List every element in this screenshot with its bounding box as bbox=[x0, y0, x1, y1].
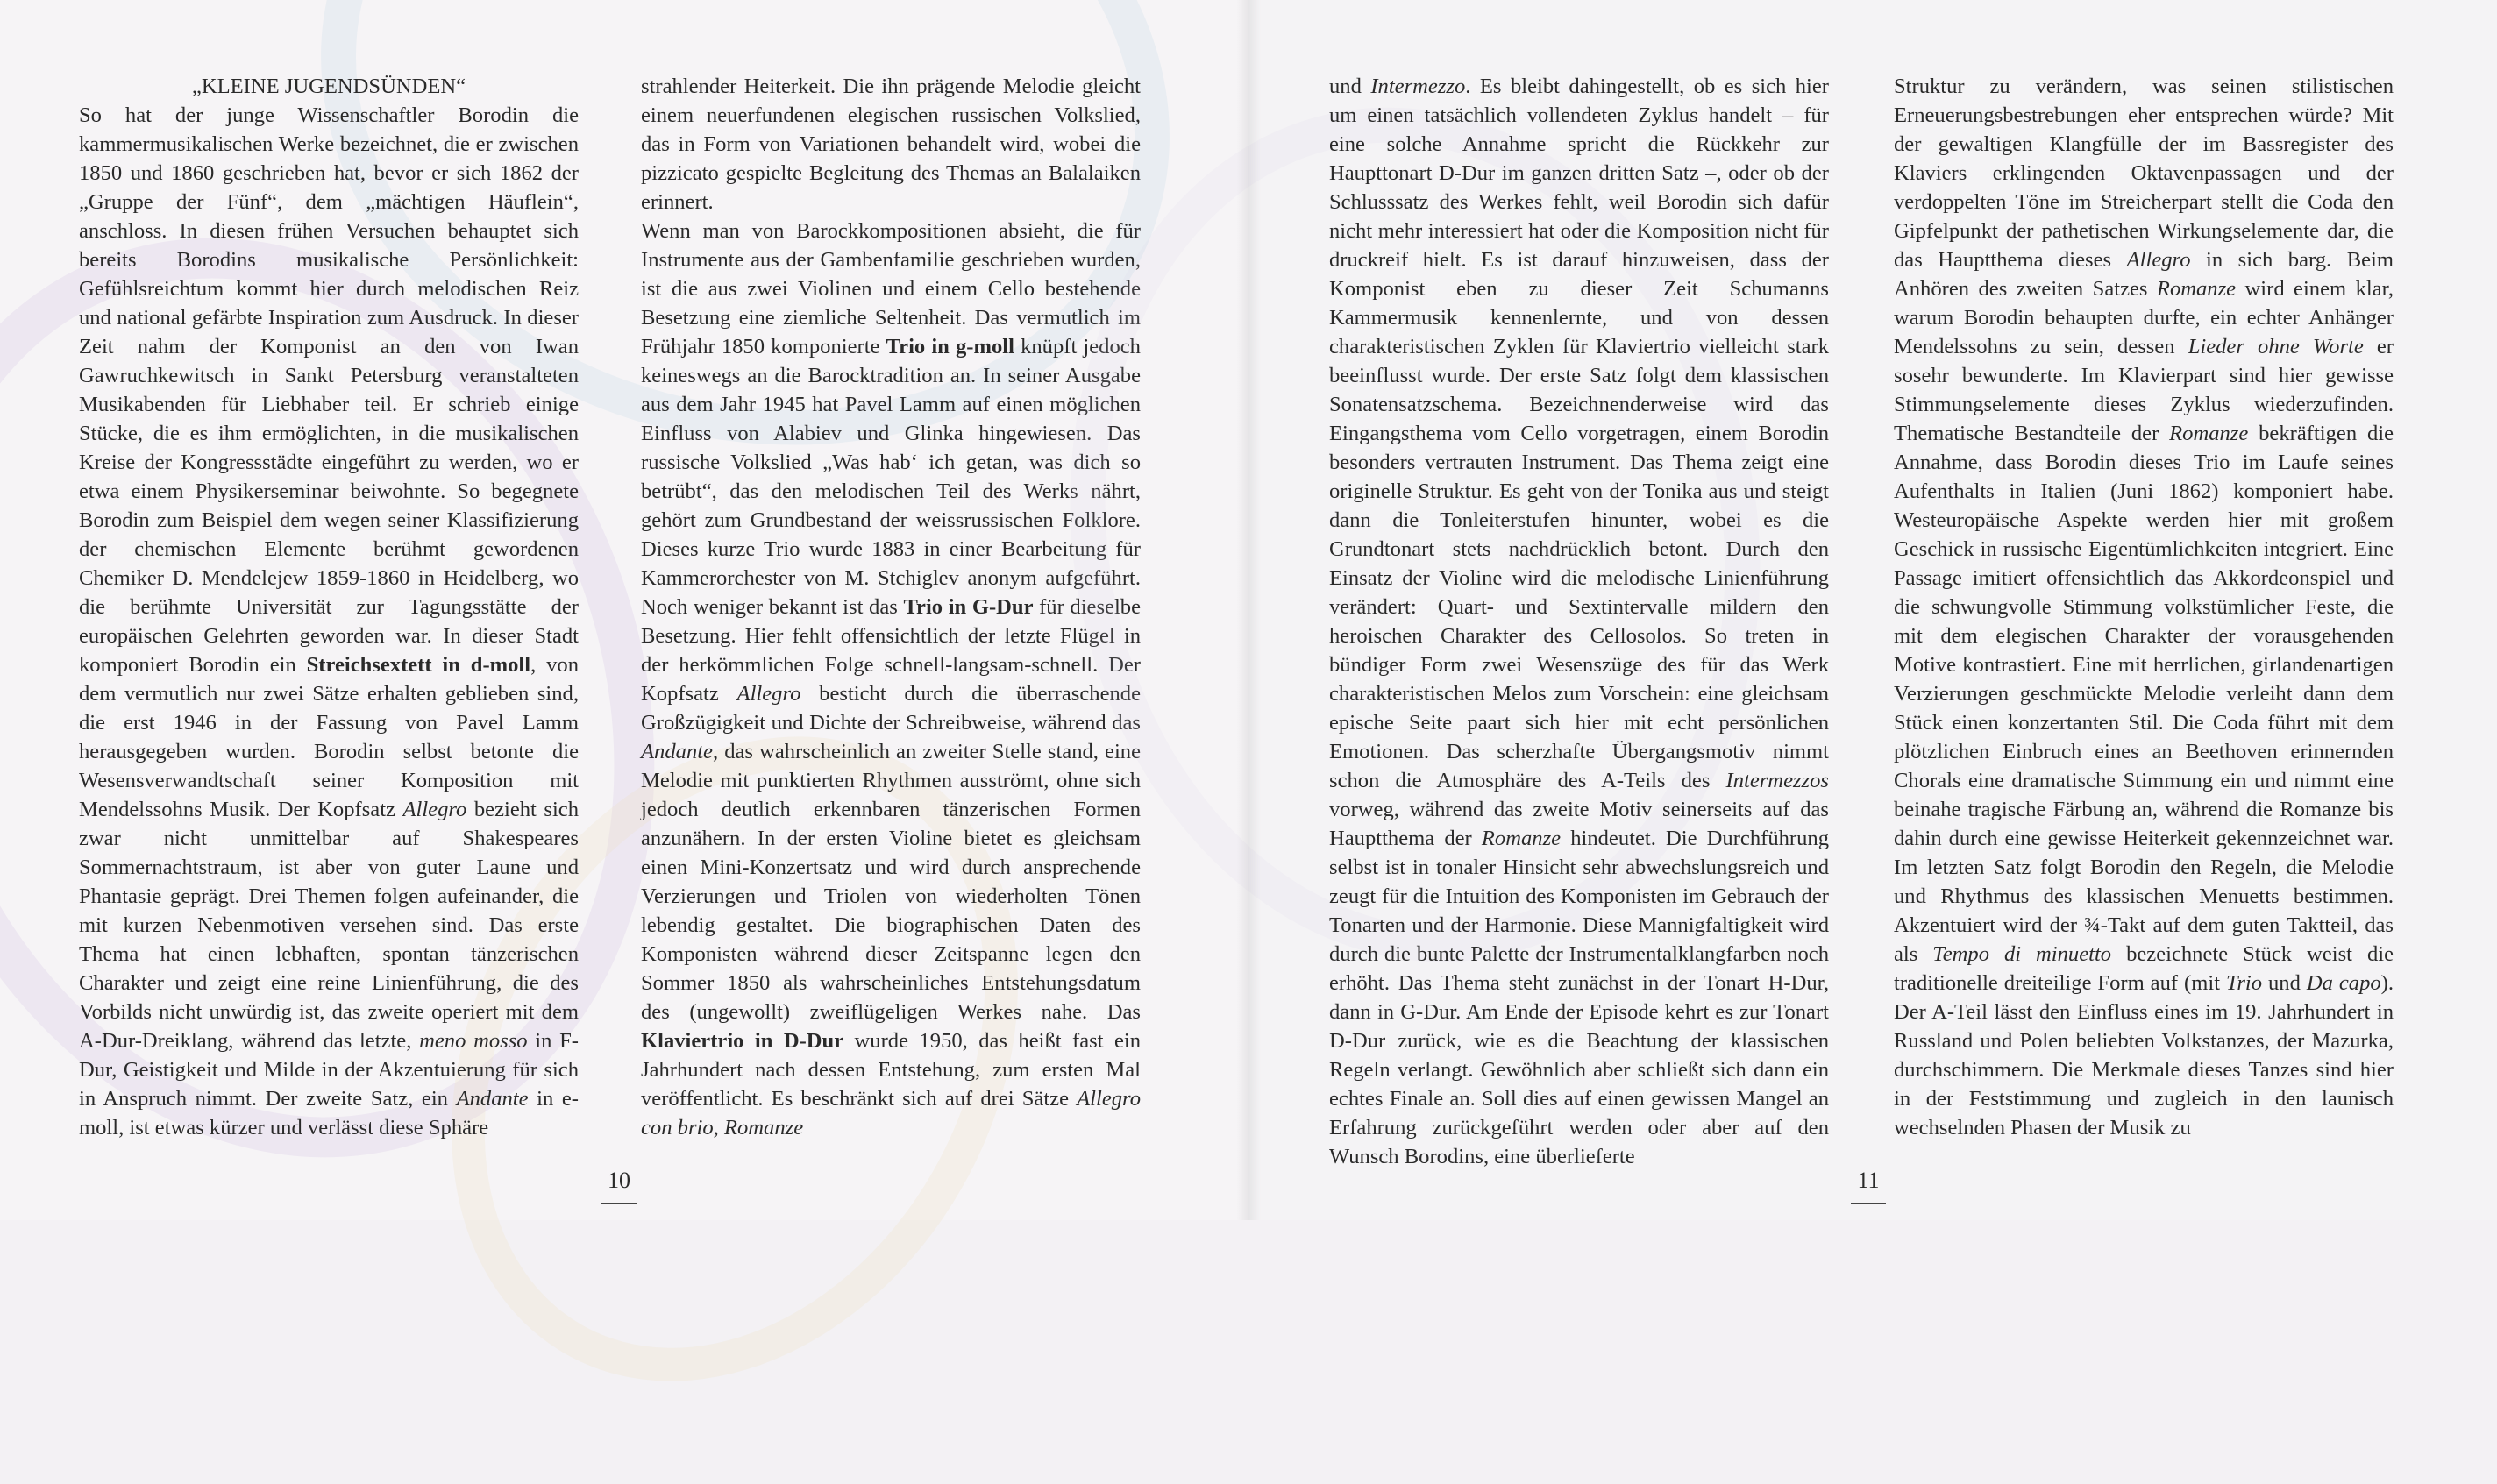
italic-text: Andante bbox=[456, 1087, 529, 1111]
bold-text: Trio in g-moll bbox=[886, 335, 1014, 359]
bold-text: Streichsextett in d-moll bbox=[306, 653, 531, 677]
page-number-right: 11 bbox=[1842, 1168, 1895, 1204]
italic-text: Intermezzo bbox=[1370, 75, 1466, 98]
italic-text: meno mosso bbox=[419, 1029, 528, 1053]
italic-text: Allegro con brio, Romanze bbox=[641, 1087, 1141, 1140]
italic-text: Trio bbox=[2226, 971, 2263, 995]
paragraph: Wenn man von Barockkompositionen absieht, die für Instrumente aus der Gambenfamilie geschrieben wurden, ist die aus zwei Violinen und einem Cello bestehende Besetzung eine ziemliche Seltenheit. Das vermutlich im Frühjahr 1850 komponierte Trio in g-moll knüpft jedoch keineswegs an die Barocktradition an. In seiner Ausgabe aus dem Jahr 1945 hat Pavel Lamm auf einen möglichen Einfluss von Alabiev und Glinka hingewiesen. Das russische Volkslied „Was hab‘ ich getan, was dich so betrübt“, das den melodischen Teil des Werks nährt, gehört zum Grundbestand der weissrussischen Folklore. Dieses kurze Trio wurde 1883 in einer Bearbeitung für Kammerorchester von M. Stchiglev anonym aufgeführt. Noch weniger bekannt ist das Trio in G-Dur für dieselbe Besetzung. Hier fehlt offensichtlich der letzte Flügel in der herkömmlichen Folge schnell-langsam-schnell. Der Kopfsatz Allegro besticht durch die überraschende Großzügigkeit und Dichte der Schreibweise, während das Andante, das wahrscheinlich an zweiter Stelle stand, eine Melodie mit punktierten Rhythmen ausströmt, ohne sich jedoch deutlich erkennbaren tänzerischen Formen anzunähern. In der ersten Violine bietet es gleichsam einen Mini-Konzertsatz und wird durch ansprechende Verzierungen und Triolen von wiederholten Tönen lebendig gestaltet. Die biographischen Daten des Komponisten während dieser Zeitspanne legen den Sommer 1850 als wahrscheinliches Entstehungsdatum des (ungewollt) zweiflügeligen Werkes nahe. Das Klaviertrio in D-Dur wurde 1950, das heißt fast ein Jahrhundert nach dessen Entstehung, zum ersten Mal veröffentlicht. Es beschränkt sich auf drei Sätze Allegro con brio, Romanze bbox=[641, 219, 1141, 1140]
text-column-3 bbox=[1329, 72, 1829, 1168]
bold-text: Trio in G-Dur bbox=[903, 595, 1034, 619]
book-fold bbox=[1236, 0, 1261, 1220]
italic-text: Da capo bbox=[2306, 971, 2381, 995]
page-number-left: 10 bbox=[593, 1168, 645, 1204]
italic-text: Allegro bbox=[402, 798, 467, 821]
section-title: „KLEINE JUGENDSÜNDEN“ bbox=[191, 75, 466, 98]
right-page bbox=[1248, 0, 2497, 1220]
italic-text: Allegro bbox=[736, 682, 801, 706]
bold-text: Klaviertrio in D-Dur bbox=[641, 1029, 844, 1053]
text-column-2 bbox=[641, 72, 1141, 1150]
paragraph: Struktur zu verändern, was seinen stilistischen Erneuerungsbestrebungen eher entsprechen würde? Mit der gewaltigen Klangfülle der im Bassregister des Klaviers erklingenden Oktavenpassagen und der verdoppelten Töne im Streicherpart stellt die Coda den Gipfelpunkt der pathetischen Wirkungselemente dar, die das Hauptthema dieses Allegro in sich barg. Beim Anhören des zweiten Satzes Romanze wird einem klar, warum Borodin behaupten durfte, ein echter Anhänger Mendelssohns zu sein, dessen Lieder ohne Worte er sosehr bewunderte. Im Klavierpart sind hier gewisse Stimmungselemente dieses Zyklus wiederzufinden. Thematische Bestandteile der Romanze bekräftigen die Annahme, dass Borodin dieses Trio im Laufe seines Aufenthalts in Italien (Juni 1862) komponiert habe. Westeuropäische Aspekte werden hier mit großem Geschick in russische Eigentümlichkeiten integriert. Eine Passage imitiert offensichtlich das Akkordeonspiel und die schwungvolle Stimmung volkstümlicher Feste, die mit dem elegischen Charakter der vorausgehenden Motive kontrastiert. Eine mit herrlichen, girlandenartigen Verzierungen geschmückte Melodie verleiht dann dem Stück einen konzertanten Stil. Die Coda führt mit dem plötzlichen Einbruch eines an Beethoven erinnernden Chorals eine dramatische Stimmung ein und nimmt eine beinahe tragische Färbung an, während die Romanze bis dahin durch eine gewisse Heiterkeit gekennzeichnet war. Im letzten Satz folgt Borodin den Regeln, die Melodie und Rhythmus des klassischen Menuetts bestimmen. Akzentuiert wird der ¾-Takt auf dem guten Taktteil, das als Tempo di minuetto bezeichnete Stück weist die traditionelle dreiteilige Form auf (mit Trio und Da capo). Der A-Teil lässt den Einfluss eines im 19. Jahrhundert in Russland und Polen beliebten Volkstanzes, der Mazurka, durchschimmern. Die Merkmale dieses Tanzes sind hier in der Feststimmung und zugleich in den launisch wechselnden Phasen der Musik zu bbox=[1894, 75, 2394, 1140]
italic-text: Allegro bbox=[2126, 248, 2191, 272]
italic-text: Romanze bbox=[1481, 827, 1562, 850]
italic-text: Andante bbox=[641, 740, 713, 763]
italic-text: Lieder ohne Worte bbox=[2188, 335, 2364, 359]
italic-text: Intermezzos bbox=[1725, 769, 1829, 792]
italic-text: Tempo di minuetto bbox=[1932, 942, 2112, 966]
text-column-4 bbox=[1894, 72, 2394, 1150]
paragraph: strahlender Heiterkeit. Die ihn prägende Melodie gleicht einem neuerfundenen elegischen russischen Volkslied, das in Form von Variationen behandelt wird, wobei die pizzicato gespielte Begleitung des Themas an Balalaiken erinnert. bbox=[641, 75, 1141, 214]
left-page bbox=[0, 0, 1248, 1220]
italic-text: Romanze bbox=[2156, 277, 2237, 301]
italic-text: Romanze bbox=[2169, 422, 2249, 445]
text-column-1 bbox=[79, 72, 579, 1150]
paragraph: So hat der junge Wissenschaftler Borodin die kammermusikalischen Werke bezeichnet, die er zwischen 1850 und 1860 geschrieben hat, bevor er sich 1862 der „Gruppe der Fünf“, dem „mächtigen Häuflein“, anschloss. In diesen frühen Versuchen behauptet sich bereits Borodins musikalische Persönlichkeit: Gefühlsreichtum kommt hier durch melodischen Reiz und national gefärbte Inspiration zum Ausdruck. In dieser Zeit nahm der Komponist an den von Iwan Gawruchkewitsch in Sankt Petersburg veranstalteten Musikabenden für Liebhaber teil. Er schrieb einige Stücke, die es ihm ermöglichten, in die musikalischen Kreise der Kongressstädte eingeführt zu werden, wo er etwa einem Physikerseminar beiwohnte. So begegnete Borodin zum Beispiel dem wegen seiner Klassifizierung der chemischen Elemente berühmt gewordenen Chemiker D. Mendelejew 1859-1860 in Heidelberg, wo die berühmte Universität zur Tagungsstätte der europäischen Gelehrten geworden war. In dieser Stadt komponiert Borodin ein Streichsextett in d-moll, von dem vermutlich nur zwei Sätze erhalten geblieben sind, die erst 1946 in der Fassung von Pavel Lamm herausgegeben wurden. Borodin selbst betonte die Wesensverwandtschaft seiner Komposition mit Mendelssohns Musik. Der Kopfsatz Allegro bezieht sich zwar nicht unmittelbar auf Shakespeares Sommernachtstraum, ist aber von guter Laune und Phantasie geprägt. Drei Themen folgen aufeinander, die mit kurzen Nebenmotiven versehen sind. Das erste Thema hat einen lebhaften, spontan tänzerischen Charakter und zeigt eine reine Linienführung, die des Vorbilds nicht unwürdig ist, das zweite operiert mit dem A-Dur-Dreiklang, während das letzte, meno mosso in F-Dur, Geistigkeit und Milde in der Akzentuierung für sich in Anspruch nimmt. Der zweite Satz, ein Andante in e-moll, ist etwas kürzer und verlässt diese Sphäre bbox=[79, 103, 580, 1140]
paragraph: und Intermezzo. Es bleibt dahingestellt, ob es sich hier um einen tatsächlich vollendeten Zyklus handelt – für eine solche Annahme spricht die Rückkehr zur Haupttonart D-Dur im ganzen dritten Satz –, oder ob der Schlusssatz des Werkes fehlt, weil Borodin sich dafür nicht mehr interessiert hat oder die Komposition nicht für druckreif hielt. Es ist darauf hinzuweisen, dass der Komponist eben zu dieser Zeit Schumanns Kammermusik kennenlernte, und von dessen charakteristischen Zyklen für Klaviertrio vielleicht stark beeinflusst wurde. Der erste Satz folgt dem klassischen Sonatensatzschema. Bezeichnenderweise wird das Eingangsthema vom Cello vorgetragen, einem Borodin besonders vertrauten Instrument. Das Thema zeigt eine originelle Struktur. Es geht von der Tonika aus und steigt dann die Tonleiterstufen hinunter, wobei es die Grundtonart stets nachdrücklich betont. Durch den Einsatz der Violine wird die melodische Linienführung verändert: Quart- und Sextintervalle mildern den heroischen Charakter des Cellosolos. So treten in bündiger Form zwei Wesenszüge des für das Werk charakteristischen Melos zum Vorschein: eine gleichsam epische Seite paart sich hier mit echt persönlichen Emotionen. Das scherzhafte Übergangsmotiv nimmt schon die Atmosphäre des A-Teils des Intermezzos vorweg, während das zweite Motiv seinerseits auf das Hauptthema der Romanze hindeutet. Die Durchführung selbst ist in tonaler Hinsicht sehr abwechslungsreich und zeugt für die Intuition des Komponisten im Gebrauch der Tonarten und der Harmonie. Diese Mannigfaltigkeit wird durch die bunte Palette der Instrumentalklangfarben noch erhöht. Das Thema steht zunächst in der Tonart H-Dur, dann in G-Dur. Am Ende der Episode kehrt es zur Tonart D-Dur zurück, wie es die Beachtung der klassischen Regeln verlangt. Gewöhnlich aber schließt sich dann ein echtes Finale an. Soll dies auf einen gewissen Mangel an Erfahrung zurückgeführt werden oder aber auf den Wunsch Borodins, eine überlieferte bbox=[1329, 75, 1829, 1168]
